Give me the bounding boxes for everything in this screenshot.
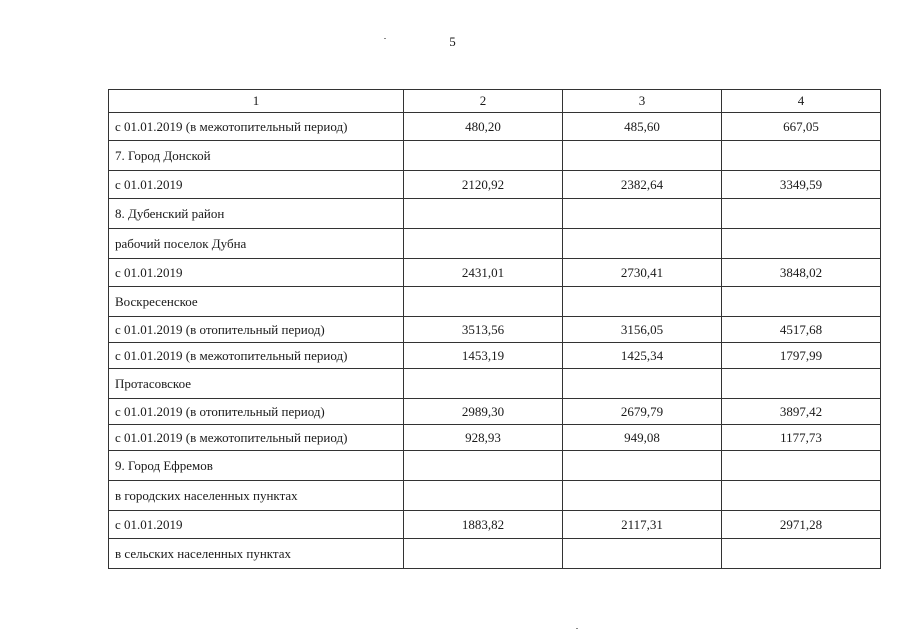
table-row [109,539,881,569]
row-label: с 01.01.2019 [109,511,404,539]
column-header: 4 [722,90,881,113]
row-label: Протасовское [109,369,404,399]
column-header: 2 [404,90,563,113]
row-label: с 01.01.2019 (в межотопительный период) [109,343,404,369]
cell-value [404,199,563,229]
scan-speck [384,38,386,39]
cell-value [563,481,722,511]
cell-value: 667,05 [722,113,881,141]
cell-value [563,199,722,229]
cell-value: 1883,82 [404,511,563,539]
table-row [109,113,881,141]
cell-value: 4517,68 [722,317,881,343]
cell-value [563,287,722,317]
cell-value: 1797,99 [722,343,881,369]
table-row [109,481,881,511]
row-label: рабочий поселок Дубна [109,229,404,259]
scan-speck [576,628,578,629]
cell-value [404,539,563,569]
cell-value [404,287,563,317]
cell-value [563,369,722,399]
row-label: с 01.01.2019 (в отопительный период) [109,399,404,425]
table-row [109,399,881,425]
cell-value: 485,60 [563,113,722,141]
table-row [109,343,881,369]
row-label: с 01.01.2019 (в межотопительный период) [109,113,404,141]
column-header: 3 [563,90,722,113]
row-label: с 01.01.2019 [109,259,404,287]
table-header-row [109,90,881,113]
table-row [109,229,881,259]
cell-value: 1177,73 [722,425,881,451]
cell-value [404,229,563,259]
cell-value: 2120,92 [404,171,563,199]
cell-value [722,481,881,511]
row-label: 9. Город Ефремов [109,451,404,481]
table-row [109,171,881,199]
row-label: с 01.01.2019 (в межотопительный период) [109,425,404,451]
cell-value [404,141,563,171]
page-number: 5 [449,34,456,49]
cell-value [563,141,722,171]
row-label: с 01.01.2019 (в отопительный период) [109,317,404,343]
cell-value: 2989,30 [404,399,563,425]
cell-value: 2431,01 [404,259,563,287]
cell-value: 928,93 [404,425,563,451]
table-row [109,141,881,171]
cell-value: 1425,34 [563,343,722,369]
table-row [109,199,881,229]
cell-value: 3156,05 [563,317,722,343]
cell-value [404,451,563,481]
table-row [109,451,881,481]
row-label: 8. Дубенский район [109,199,404,229]
table-row [109,317,881,343]
cell-value [563,451,722,481]
cell-value [722,369,881,399]
cell-value [563,539,722,569]
cell-value [722,199,881,229]
cell-value: 3349,59 [722,171,881,199]
cell-value: 3513,56 [404,317,563,343]
cell-value: 2730,41 [563,259,722,287]
tariff-table [108,89,881,569]
table-row [109,425,881,451]
cell-value [404,481,563,511]
cell-value: 2679,79 [563,399,722,425]
cell-value [722,287,881,317]
cell-value [722,229,881,259]
table-row [109,259,881,287]
row-label: 7. Город Донской [109,141,404,171]
cell-value [404,369,563,399]
table-row [109,511,881,539]
cell-value [563,229,722,259]
cell-value [722,539,881,569]
table-row [109,369,881,399]
row-label: в сельских населенных пунктах [109,539,404,569]
row-label: в городских населенных пунктах [109,481,404,511]
row-label: Воскресенское [109,287,404,317]
cell-value: 949,08 [563,425,722,451]
cell-value [722,451,881,481]
cell-value: 2117,31 [563,511,722,539]
cell-value: 480,20 [404,113,563,141]
table-row [109,287,881,317]
cell-value: 3848,02 [722,259,881,287]
cell-value: 2971,28 [722,511,881,539]
cell-value: 2382,64 [563,171,722,199]
cell-value: 1453,19 [404,343,563,369]
column-header: 1 [109,90,404,113]
row-label: с 01.01.2019 [109,171,404,199]
cell-value [722,141,881,171]
cell-value: 3897,42 [722,399,881,425]
